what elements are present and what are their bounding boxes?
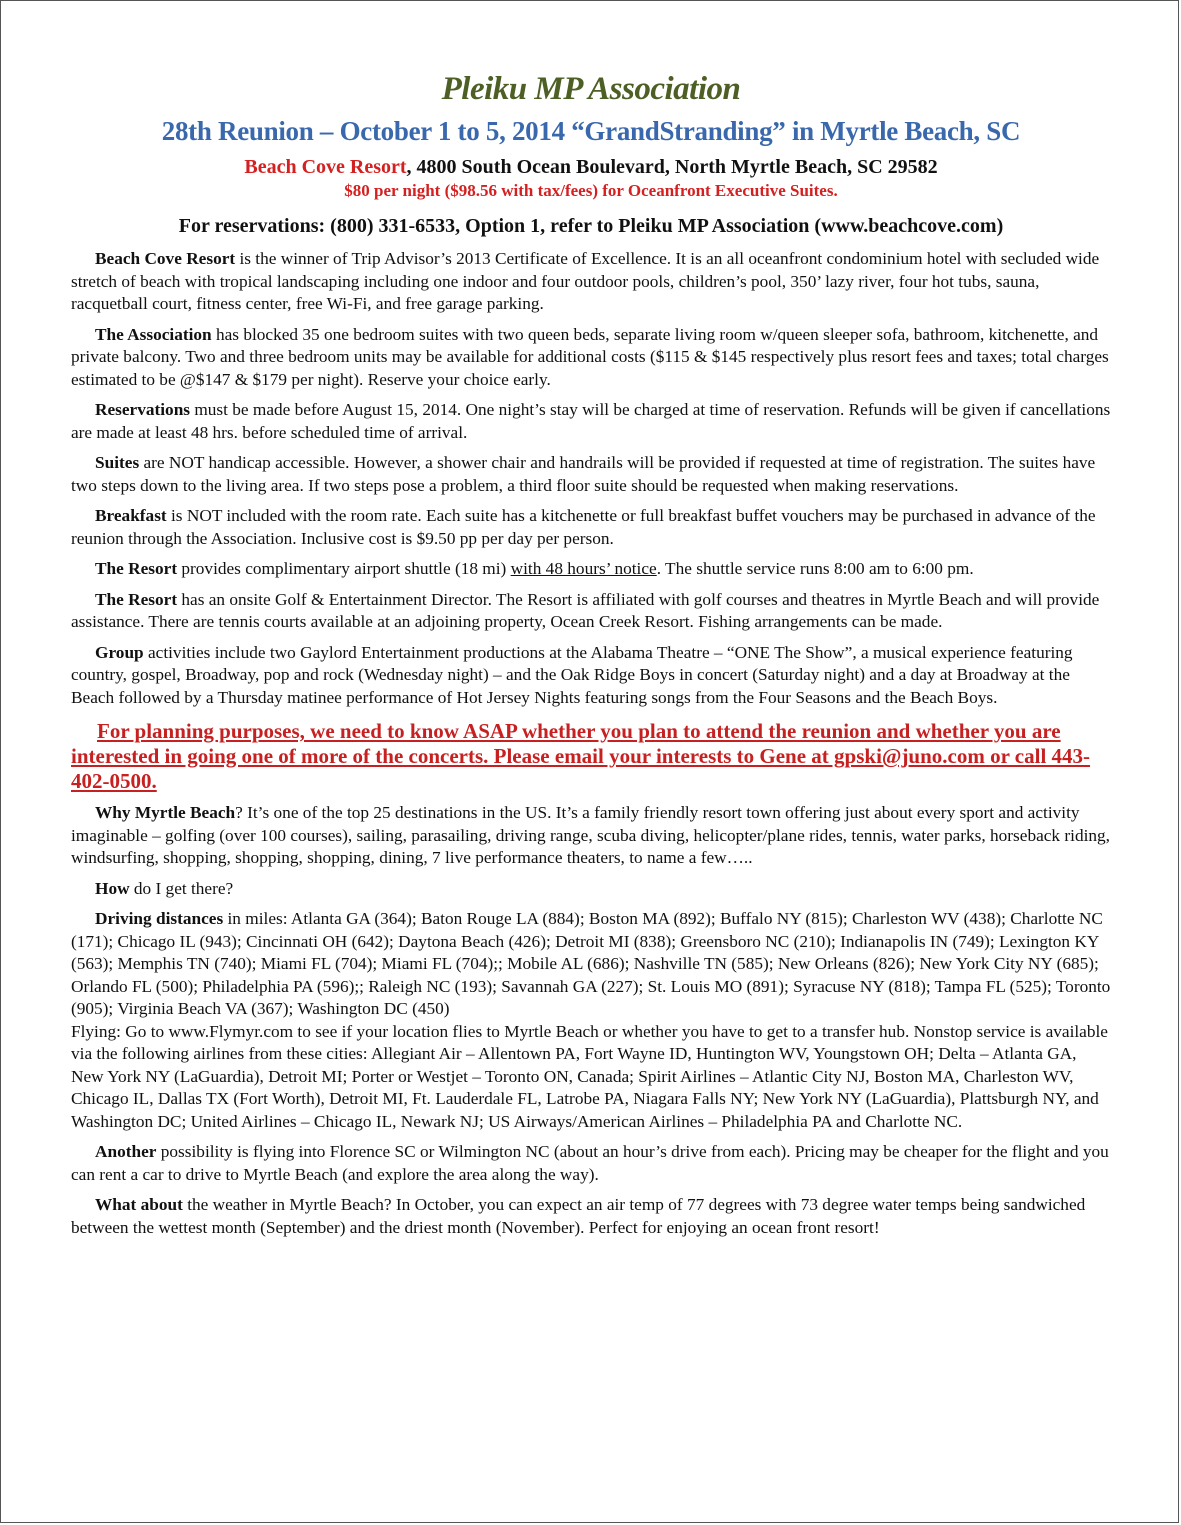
paragraph-lead: The Resort [95,589,178,609]
paragraph-lead: What about [95,1195,183,1214]
paragraph-suites [71,452,1111,497]
paragraph-text: is NOT included with the room rate. Each suite has a kitchenette or full breakfast buffet vouchers may be purchased in advance of the reunion through the Association. Inclusive cost is $9.50 pp per day per person. [71,506,1096,548]
paragraph-association [71,324,1111,392]
paragraph-text: is the winner of Trip Advisor’s 2013 Certificate of Excellence. It is an all oceanfront condominium hotel with secluded wide stretch of beach with tropical landscaping including one indoor and four outdoor pools, children’s pool, 350’ lazy river, four hot tubs, sauna, racquetball court, fitness center, free Wi-Fi, and free garage parking. [71,249,1100,313]
paragraph-text: must be made before August 15, 2014. One night’s stay will be charged at time of reservation. Refunds will be given if cancellations are made at least 48 hrs. before scheduled time of arrival. [71,400,1111,442]
paragraph-driving [71,908,1111,1021]
paragraph-text: provides complimentary airport shuttle (18 mi) [177,559,511,578]
paragraph-text: the weather in Myrtle Beach? In October, you can expect an air temp of 77 degrees with 73 degree water temps being sandwiched between the wettest month (September) and the driest month (November). Perfect for enjoying an ocean front resort! [71,1195,1086,1237]
paragraph-lead: How [95,878,130,898]
paragraph-lead: Why Myrtle Beach [95,803,236,822]
paragraph-text: in miles: Atlanta GA (364); Baton Rouge LA (884); Boston MA (892); Buffalo NY (815); Charleston WV (438); Charlotte NC (171); Chicago IL (943); Cincinnati OH (642); Daytona Beach (426); Detroit MI (838); Greensboro NC (210); Indianapolis IN (749); Lexington KY (563); Memphis TN (740); Miami FL (704); Miami FL (704);; Mobile AL (686); Nashville TN (585); New Orleans (826); New York City NY (685); Orlando FL (500); Philadelphia PA (596);; Raleigh NC (193); Savannah GA (227); St. Louis MO (891); Syracuse NY (818); Tampa FL (525); Toronto (905); Virginia Beach VA (367); Washington DC (450) [71,909,1111,1018]
page-title: Pleiku MP Association [441,71,741,107]
paragraph-lead: The Association [95,324,212,344]
paragraph-lead: Beach Cove Resort [95,249,236,268]
paragraph-text: has an onsite Golf & Entertainment Director. The Resort is affiliated with golf courses and theatres in Myrtle Beach and will provide assistance. There are tennis courts available at an adjoining property, Ocean Creek Resort. Fishing arrangements can be made. [71,589,1100,631]
paragraph-lead: Breakfast [95,506,167,525]
paragraph-lead: Driving distances [95,909,224,928]
reunion-subtitle: 28th Reunion – October 1 to 5, 2014 “GrandStranding” in Myrtle Beach, SC [161,116,1021,146]
paragraph-lead: The Resort [95,559,178,578]
venue-address: , 4800 South Ocean Boulevard, North Myrtle Beach, SC 29582 [406,156,938,178]
pricing-line: $80 per night ($98.56 with tax/fees) for Oceanfront Executive Suites. [344,181,838,200]
paragraph-reservations [71,399,1111,444]
paragraph-golf [71,589,1111,634]
paragraph-resort-intro [71,248,1111,316]
paragraph-lead: Group [95,642,144,662]
notice-underline: with 48 hours’ notice [510,559,657,578]
venue-name: Beach Cove Resort [244,156,407,178]
paragraph-text: . The shuttle service runs 8:00 am to 6:00 pm. [656,559,974,578]
paragraph-another [71,1141,1111,1186]
document-content [71,67,1111,1239]
paragraph-lead: Suites [95,453,140,472]
paragraph-lead: Reservations [95,400,191,419]
paragraph-how [71,878,1111,901]
paragraph-text: activities include two Gaylord Entertainment productions at the Alabama Theatre – “ONE The Show”, a musical experience featuring country, gospel, Broadway, pop and rock (Wednesday night) – and the Oak Ridge Boys in concert (Saturday night) and a day at Broadway at the Beach followed by a Thursday matinee performance of Hot Jersey Nights featuring songs from the Four Seasons and the Beach Boys. [71,642,1073,707]
paragraph-text: are NOT handicap accessible. However, a shower chair and handrails will be provided if requested at time of registration. The suites have two steps down to the living area. If two steps pose a problem, a third floor suite should be requested when making reservations. [71,453,1096,495]
venue-line [71,154,1111,180]
paragraph-text: ? It’s one of the top 25 destinations in the US. It’s a family friendly resort town offering just about every sport and activity imaginable – golfing (over 100 courses), sailing, parasailing, driving range, scuba diving, helicopter/plane rides, tennis, water parks, horseback riding, windsurfing, shopping, shopping, shopping, dining, 7 live performance theaters, to name a few….. [71,803,1110,867]
paragraph-breakfast [71,505,1111,550]
paragraph-flying [71,1021,1111,1134]
paragraph-shuttle [71,558,1111,581]
paragraph-group [71,642,1111,710]
paragraph-text: Flying: Go to www.Flymyr.com to see if your location flies to Myrtle Beach or whether you have to get to a transfer hub. Nonstop service is available via the following airlines from these cities: Allegiant Air – Allentown PA, Fort Wayne ID, Huntington WV, Youngstown OH; Delta – Atlanta GA, New York NY (LaGuardia), Detroit MI; Porter or Westjet – Toronto ON, Canada; Spirit Airlines – Atlantic City NJ, Boston MA, Charleston WV, Chicago IL, Dallas TX (Fort Worth), Detroit MI, Ft. Lauderdale FL, Latrobe PA, Niagara Falls NY; New York NY (LaGuardia), Plattsburgh NY, and Washington DC; United Airlines – Chicago IL, Newark NJ; US Airways/American Airlines – Philadelphia PA and Charlotte NC. [71,1021,1108,1131]
paragraph-text: do I get there? [129,878,234,898]
planning-callout: For planning purposes, we need to know ASAP whether you plan to attend the reunion and whether you are interested in going one of more of the concerts. Please email your interests to Gene at gpski@juno.com or call 443-402-0500. [71,719,1091,793]
reservations-line: For reservations: (800) 331-6533, Option 1, refer to Pleiku MP Association (www.beachcove.com) [178,215,1004,237]
paragraph-text: has blocked 35 one bedroom suites with two queen beds, separate living room w/queen sleeper sofa, bathroom, kitchenette, and private balcony. Two and three bedroom units may be available for additional costs ($115 & $145 respectively plus resort fees and taxes; total charges estimated to be @$147 & $179 per night). Reserve your choice early. [71,324,1109,389]
paragraph-why-myrtle [71,802,1111,870]
paragraph-weather [71,1194,1111,1239]
paragraph-lead: Another [95,1142,157,1161]
paragraph-text: possibility is flying into Florence SC or Wilmington NC (about an hour’s drive from each). Pricing may be cheaper for the flight and you can rent a car to drive to Myrtle Beach (and explore the area along the way). [71,1142,1109,1184]
